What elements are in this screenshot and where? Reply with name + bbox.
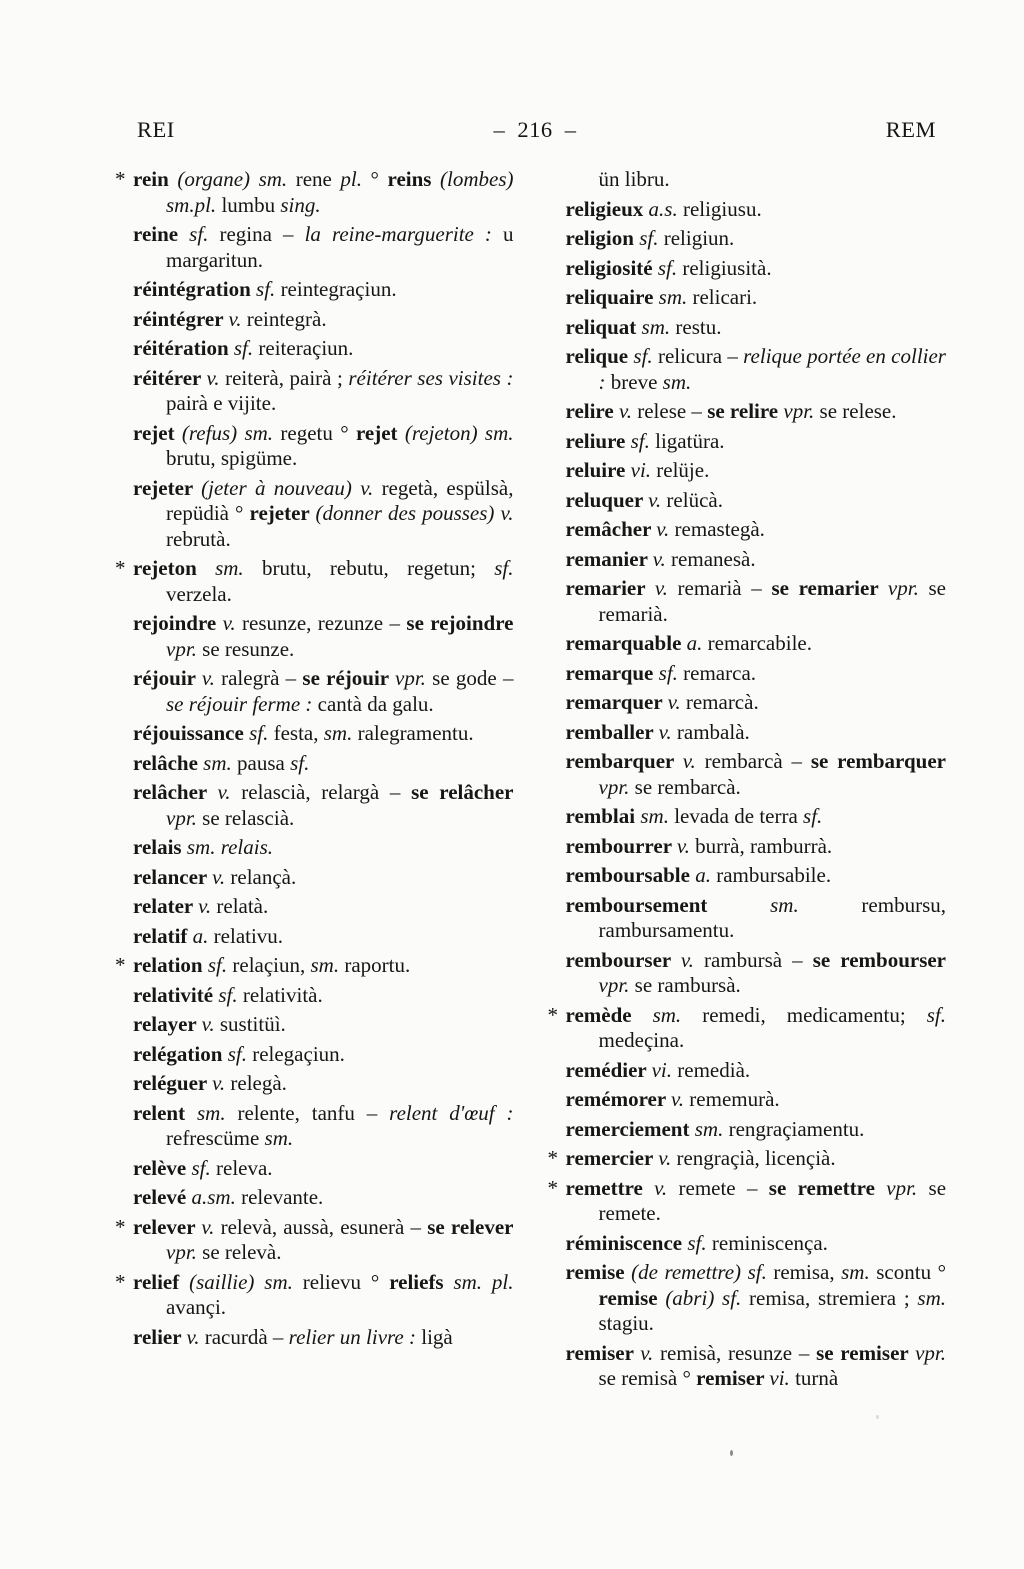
dictionary-entry: réintégration sf. reintegraçiun.	[133, 277, 397, 301]
dictionary-entry: remarier v. remarià – se remarier vpr. se remarià.	[565, 576, 946, 626]
dictionary-entry: relayer v. sustitüì.	[133, 1012, 286, 1036]
dictionary-entry: réjouissance sf. festa, sm. ralegramentu.	[133, 721, 474, 745]
dictionary-entry: remise (de remettre) sf. remisa, sm. scontu ° remise (abri) sf. remisa, stremiera ; sm. stagiu.	[565, 1260, 947, 1335]
dictionary-entry: * rejeton sm. brutu, rebutu, regetun; sf. verzela.	[115, 556, 514, 606]
dictionary-entry: remanier v. remanesà.	[565, 546, 756, 571]
dictionary-entry: * remercier v. rengraçià, licençià.	[547, 1146, 836, 1170]
dictionary-entry: religiosité sf. religiusità.	[565, 255, 772, 280]
star-marker: *	[115, 953, 126, 977]
dictionary-entry: relique sf. relicura – relique portée en collier : breve sm.	[565, 344, 946, 394]
dictionary-entry: * relief (saillie) sm. relievu ° reliefs sm. pl. avançi.	[115, 1269, 514, 1319]
dictionary-entry: remboursement sm. rembursu, rambursamentu.	[565, 892, 946, 942]
header-left-guide-word: REI	[137, 117, 175, 142]
dictionary-entry: relégation sf. relegaçiun.	[133, 1041, 345, 1066]
star-marker: *	[547, 1175, 558, 1200]
dictionary-entry: reluquer v. relücà.	[565, 487, 723, 512]
dictionary-entry: remâcher v. remastegà.	[565, 517, 765, 541]
dictionary-entry: religieux a.s. religiusu.	[565, 196, 762, 221]
ink-speck	[876, 1415, 879, 1419]
left-column	[115, 167, 514, 1396]
dictionary-entry: reliquat sm. restu.	[565, 314, 722, 339]
dictionary-entry: réitérer v. reiterà, pairà ; réitérer ses visites : pairà e vijite.	[133, 365, 514, 415]
dictionary-entry: * relever v. relevà, aussà, esunerà – se relever vpr. se relevà.	[115, 1214, 514, 1264]
star-marker: *	[115, 167, 126, 191]
star-marker: *	[115, 1269, 126, 1294]
dictionary-entry: rejeter (jeter à nouveau) v. regetà, espülsà, repüdià ° rejeter (donner des pousses) v. rebrutà.	[133, 475, 514, 551]
dictionary-entry: relent sm. relente, tanfu – relent d'œuf : refrescüme sm.	[133, 1100, 514, 1150]
dictionary-entry: remblai sm. levada de terra sf.	[565, 804, 823, 828]
entry-continuation: ün libru.	[598, 167, 670, 191]
dictionary-entry: rejoindre v. resunze, rezunze – se rejoindre vpr. se resunze.	[133, 611, 514, 661]
dictionary-entry: reluire vi. relüje.	[565, 458, 710, 482]
dictionary-entry: rembourser v. rambursà – se rembourser vpr. se rambursà.	[565, 947, 947, 997]
dictionary-entry: relais sm. relais.	[133, 835, 274, 859]
dictionary-entry: reléguer v. relegà.	[133, 1071, 287, 1095]
dictionary-entry: remballer v. rambalà.	[565, 719, 750, 744]
page-header	[0, 117, 1024, 149]
ink-speck	[730, 1450, 733, 1456]
dictionary-entry: remarquer v. remarcà.	[565, 690, 759, 714]
star-marker: *	[547, 1002, 558, 1027]
dictionary-entry: relâcher v. relascià, relargà – se relâcher vpr. se relascià.	[133, 780, 514, 830]
dictionary-entry: religion sf. religiun.	[565, 226, 735, 250]
dictionary-entry: * remède sm. remedi, medicamentu; sf. medeçina.	[547, 1002, 947, 1052]
header-page-number: – 216 –	[493, 117, 577, 142]
dictionary-entry: rembourrer v. burrà, ramburrà.	[565, 833, 833, 858]
dictionary-columns	[0, 149, 1024, 1396]
dictionary-entry: remiser v. remisà, resunze – se remiser vpr. se remisà ° remiser vi. turnà	[565, 1340, 946, 1390]
dictionary-entry: réitération sf. reiteraçiun.	[133, 336, 354, 360]
dictionary-entry: relativité sf. relatività.	[133, 982, 323, 1007]
dictionary-entry: réjouir v. ralegrà – se réjouir vpr. se gode – se réjouir ferme : cantà da galu.	[133, 666, 514, 716]
dictionary-entry: rejet (refus) sm. regetu ° rejet (rejeton) sm. brutu, spigüme.	[133, 420, 514, 470]
dictionary-entry: remboursable a. rambursabile.	[565, 863, 832, 887]
star-marker: *	[547, 1146, 558, 1170]
dictionary-entry: * rein (organe) sm. rene pl. ° reins (lombes) sm.pl. lumbu sing.	[115, 167, 514, 217]
dictionary-entry: remémorer v. rememurà.	[565, 1087, 780, 1111]
dictionary-entry: * relation sf. relaçiun, sm. raportu.	[115, 953, 411, 977]
dictionary-entry: relire v. relese – se relire vpr. se relese.	[565, 399, 897, 423]
dictionary-entry: relater v. relatà.	[133, 894, 269, 918]
dictionary-entry: rembarquer v. rembarcà – se rembarquer vpr. se rembarcà.	[565, 749, 946, 799]
dictionary-entry: réminiscence sf. reminiscença.	[565, 1230, 828, 1255]
dictionary-entry: remerciement sm. rengraçiamentu.	[565, 1116, 865, 1141]
dictionary-entry: reliquaire sm. relicari.	[565, 285, 758, 309]
dictionary-entry: relier v. racurdà – relier un livre : ligà	[133, 1324, 453, 1349]
dictionary-entry: * remettre v. remete – se remettre vpr. se remete.	[547, 1175, 947, 1225]
dictionary-entry: réintégrer v. reintegrà.	[133, 306, 327, 331]
dictionary-entry: relancer v. relançà.	[133, 864, 297, 889]
right-column	[548, 167, 947, 1396]
dictionary-entry: relâche sm. pausa sf.	[133, 750, 310, 775]
dictionary-entry: remarquable a. remarcabile.	[565, 631, 812, 655]
dictionary-entry: reine sf. regina – la reine-marguerite : u margaritun.	[133, 222, 514, 272]
dictionary-entry: relatif a. relativu.	[133, 923, 284, 948]
dictionary-entry: reliure sf. ligatüra.	[565, 428, 725, 453]
star-marker: *	[115, 556, 126, 580]
dictionary-entry: relève sf. releva.	[133, 1155, 273, 1180]
dictionary-entry: remédier vi. remedià.	[565, 1057, 751, 1082]
star-marker: *	[115, 1214, 126, 1239]
dictionary-entry: remarque sf. remarca.	[565, 660, 757, 685]
header-right-guide-word: REM	[885, 117, 936, 142]
dictionary-entry: relevé a.sm. relevante.	[133, 1185, 324, 1209]
